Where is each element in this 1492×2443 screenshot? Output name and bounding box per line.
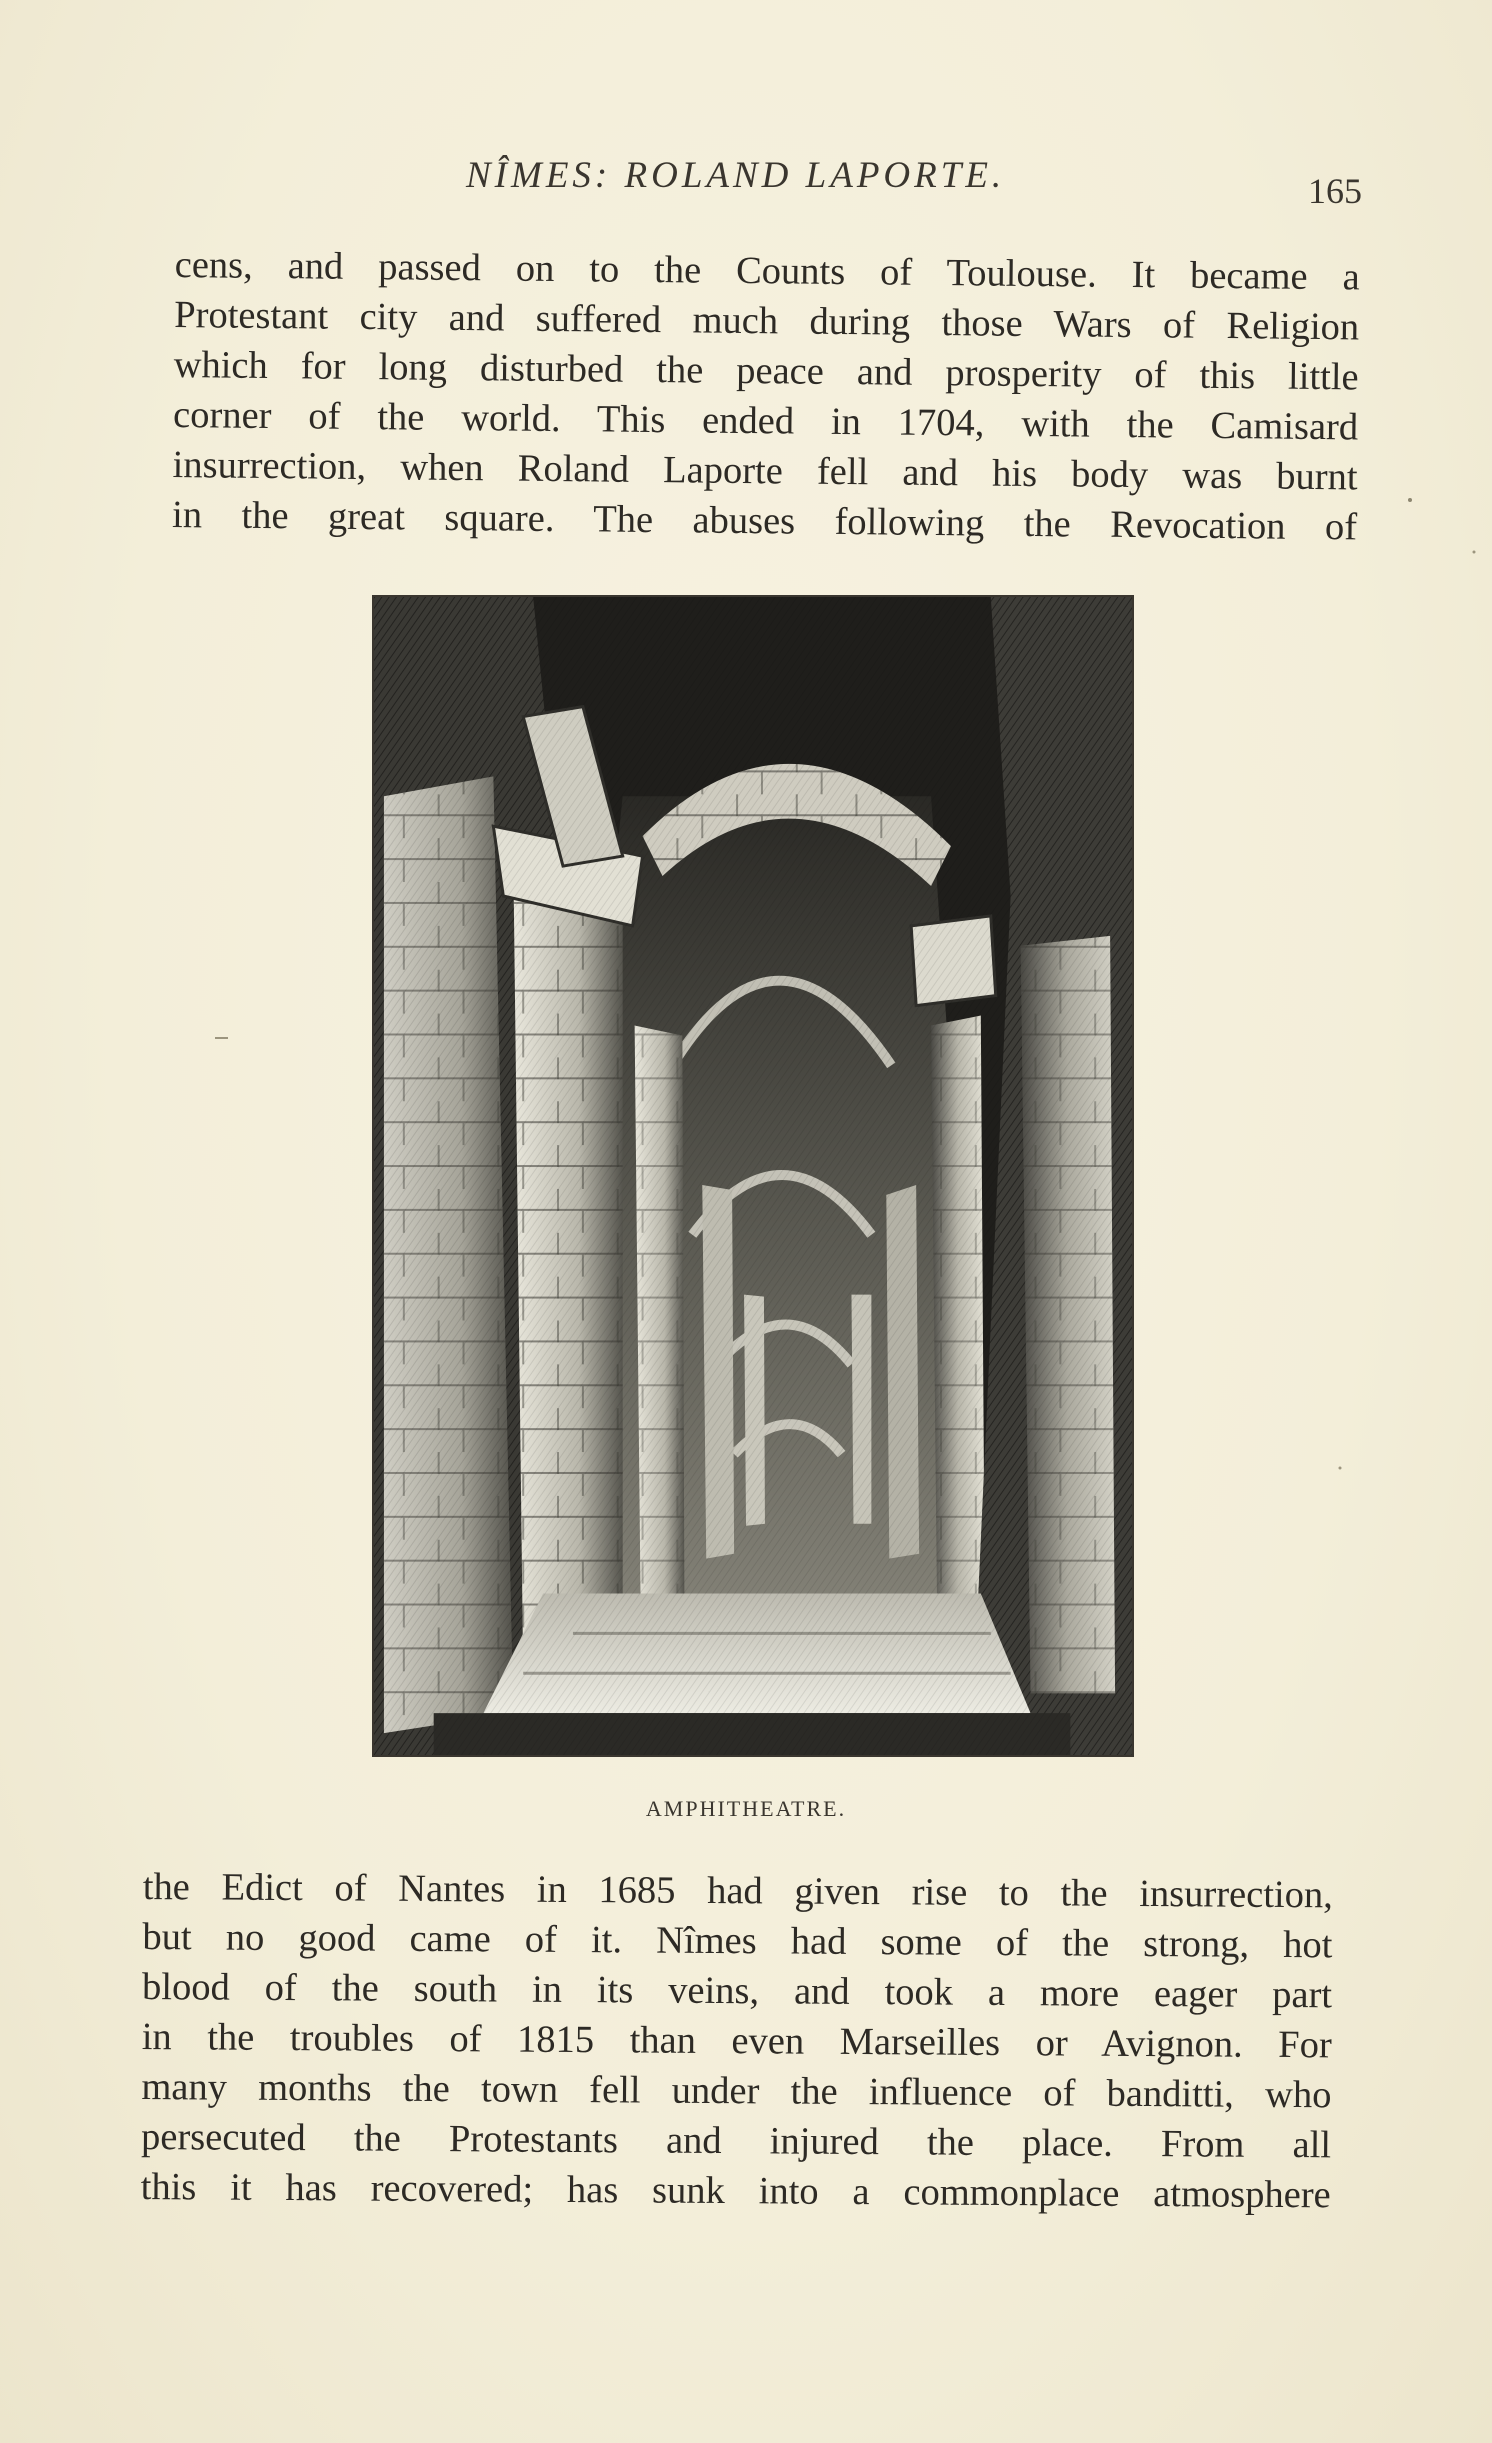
text-line: corner of the world. This ended in 1704, with the Camisard <box>172 393 1359 449</box>
text-line: persecuted the Protestants and injured the place. From all <box>140 2115 1332 2167</box>
amphitheatre-engraving <box>374 597 1132 1755</box>
text-line: cens, and passed on to the Counts of Toulouse. It became a <box>174 243 1360 299</box>
figure-caption: AMPHITHEATRE. <box>645 1796 847 1821</box>
text-line: blood of the south in its veins, and took a more eager part <box>141 1965 1333 2017</box>
text-line: Protestant city and suffered much during those Wars of Religion <box>173 293 1360 349</box>
top-paragraph <box>172 240 1360 552</box>
text-line: in the great square. The abuses following the Revocation of <box>171 493 1358 549</box>
text-line: this it has recovered; has sunk into a commonplace atmosphere <box>140 2165 1331 2217</box>
running-title: NÎMES: ROLAND LAPORTE. <box>466 155 1006 196</box>
text-line: in the troubles of 1815 than even Marseilles or Avignon. For <box>141 2015 1332 2067</box>
text-line: the Edict of Nantes in 1685 had given rise to the insurrection, <box>142 1865 1333 1917</box>
page-number: 165 <box>1308 171 1362 211</box>
amphitheatre-illustration <box>372 595 1134 1757</box>
text-line: which for long disturbed the peace and prosperity of this little <box>173 343 1359 399</box>
bottom-paragraph <box>141 1862 1333 2220</box>
text-line: many months the town fell under the influence of banditti, who <box>141 2065 1332 2117</box>
text-line: insurrection, when Roland Laporte fell and his body was burnt <box>172 443 1358 499</box>
text-line: but no good came of it. Nîmes had some of the strong, hot <box>142 1915 1333 1967</box>
running-head <box>0 150 1492 211</box>
